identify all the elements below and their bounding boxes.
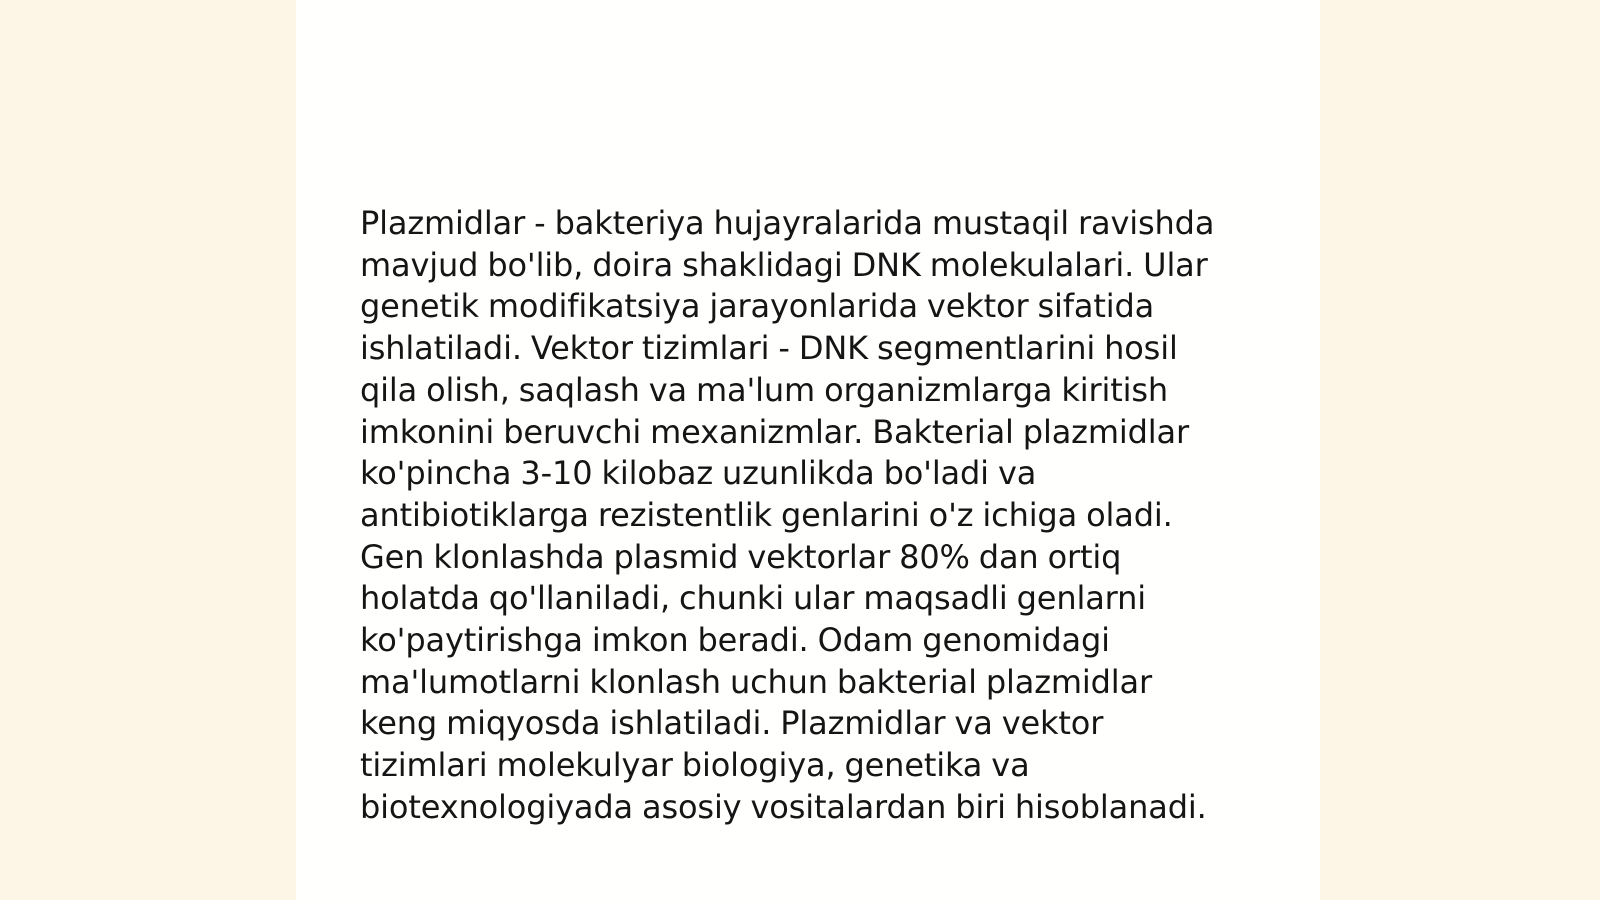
body-paragraph: Plazmidlar - bakteriya hujayralarida mustaqil ravishda mavjud bo'lib, doira shaklidagi DNK molekulalari. Ular genetik modifikatsiya jarayonlarida vektor sifatida ishlatiladi. Vektor tizimlari - DNK segmentlarini hosil qila olish, saqlash va ma'lum organizmlarga kiritish imkonini beruvchi mexanizmlar. Bakterial plazmidlar ko'pincha 3-10 kilobaz uzunlikda bo'ladi va antibiotiklarga rezistentlik genlarini o'z ichiga oladi. Gen klonlashda plasmid vektorlar 80% dan ortiq holatda qo'llaniladi, chunki ular maqsadli genlarni ko'paytirishga imkon beradi. Odam genomidagi ma'lumotlarni klonlash uchun bakterial plazmidlar keng miqyosda ishlatiladi. Plazmidlar va vektor tizimlari molekulyar biologiya, genetika va biotexnologiyada asosiy vositalardan biri hisoblanadi. xyxy=(360,204,1215,826)
document-page xyxy=(296,0,1320,900)
